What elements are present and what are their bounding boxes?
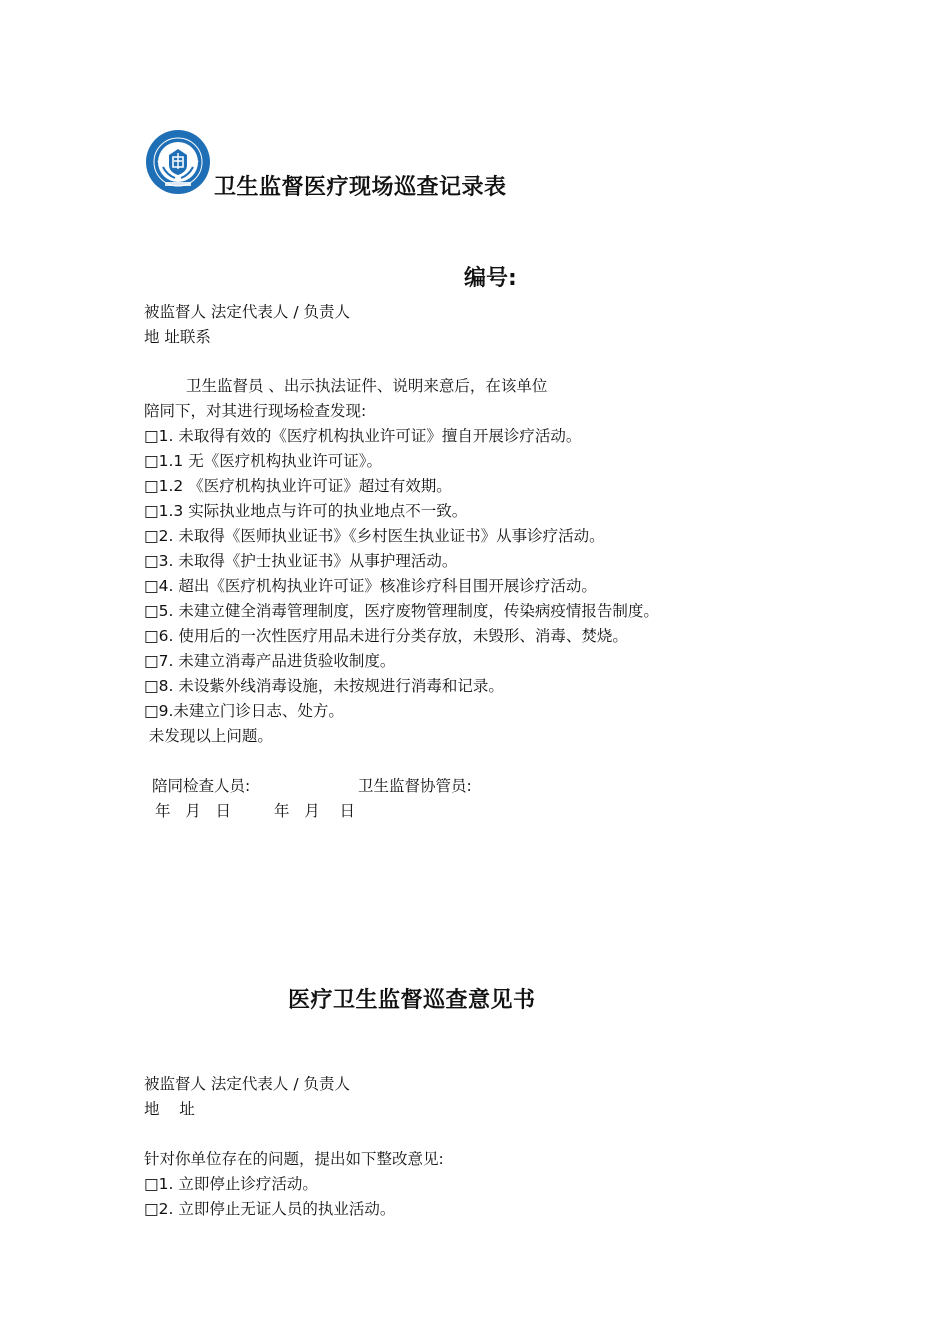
number-label: 编号: bbox=[464, 266, 517, 291]
health-supervision-emblem-logo bbox=[145, 129, 211, 195]
assistant-supervisor-label: 卫生监督协管员: bbox=[358, 777, 472, 795]
opinion-supervised-line: 被监督人 法定代表人 / 负责人 bbox=[144, 1075, 351, 1093]
checklist-item: □4. 超出《医疗机构执业许可证》核准诊疗科目围开展诊疗活动。 bbox=[144, 577, 597, 595]
checklist-item: □7. 未建立消毒产品进货验收制度。 bbox=[144, 652, 396, 670]
checklist-item: □2. 未取得《医师执业证书》《乡村医生执业证书》从事诊疗活动。 bbox=[144, 527, 605, 545]
no-issue-line: 未发现以上问题。 bbox=[144, 727, 273, 745]
opinion-item: □1. 立即停止诊疗活动。 bbox=[144, 1175, 318, 1193]
checklist-item: □1. 未取得有效的《医疗机构执业许可证》擅自开展诊疗活动。 bbox=[144, 427, 582, 445]
checklist-item: □1.2 《医疗机构执业许可证》超过有效期。 bbox=[144, 477, 452, 495]
opinion-intro-line: 针对你单位存在的问题，提出如下整改意见: bbox=[144, 1150, 444, 1168]
intro-line-2: 陪同下，对其进行现场检查发现: bbox=[144, 402, 367, 420]
opinion-item: □2. 立即停止无证人员的执业活动。 bbox=[144, 1200, 396, 1218]
checklist-item: □5. 未建立健全消毒管理制度，医疗废物管理制度，传染病疫情报告制度。 bbox=[144, 602, 659, 620]
intro-line-1: 卫生监督员 、出示执法证件、说明来意后，在该单位 bbox=[186, 377, 548, 395]
checklist-item: □6. 使用后的一次性医疗用品未进行分类存放，未毁形、消毒、焚烧。 bbox=[144, 627, 628, 645]
opinion-title: 医疗卫生监督巡查意见书 bbox=[288, 988, 536, 1013]
checklist-item: □1.3 实际执业地点与许可的执业地点不一致。 bbox=[144, 502, 468, 520]
date-field-1: 年 月 日 bbox=[155, 802, 232, 820]
checklist-item: □9.未建立门诊日志、处方。 bbox=[144, 702, 344, 720]
checklist-item: □1.1 无《医疗机构执业许可证》。 bbox=[144, 452, 382, 470]
supervised-party-line: 被监督人 法定代表人 / 负责人 bbox=[144, 303, 351, 321]
date-field-2: 年 月 日 bbox=[274, 802, 355, 820]
address-contact-line: 地 址联系 bbox=[144, 328, 211, 346]
checklist-item: □3. 未取得《护士执业证书》从事护理活动。 bbox=[144, 552, 458, 570]
record-title: 卫生监督医疗现场巡查记录表 bbox=[214, 175, 507, 200]
accompany-inspector-label: 陪同检查人员: bbox=[152, 777, 251, 795]
opinion-address-line: 地 址 bbox=[144, 1100, 195, 1118]
checklist-item: □8. 未设紫外线消毒设施，未按规进行消毒和记录。 bbox=[144, 677, 504, 695]
